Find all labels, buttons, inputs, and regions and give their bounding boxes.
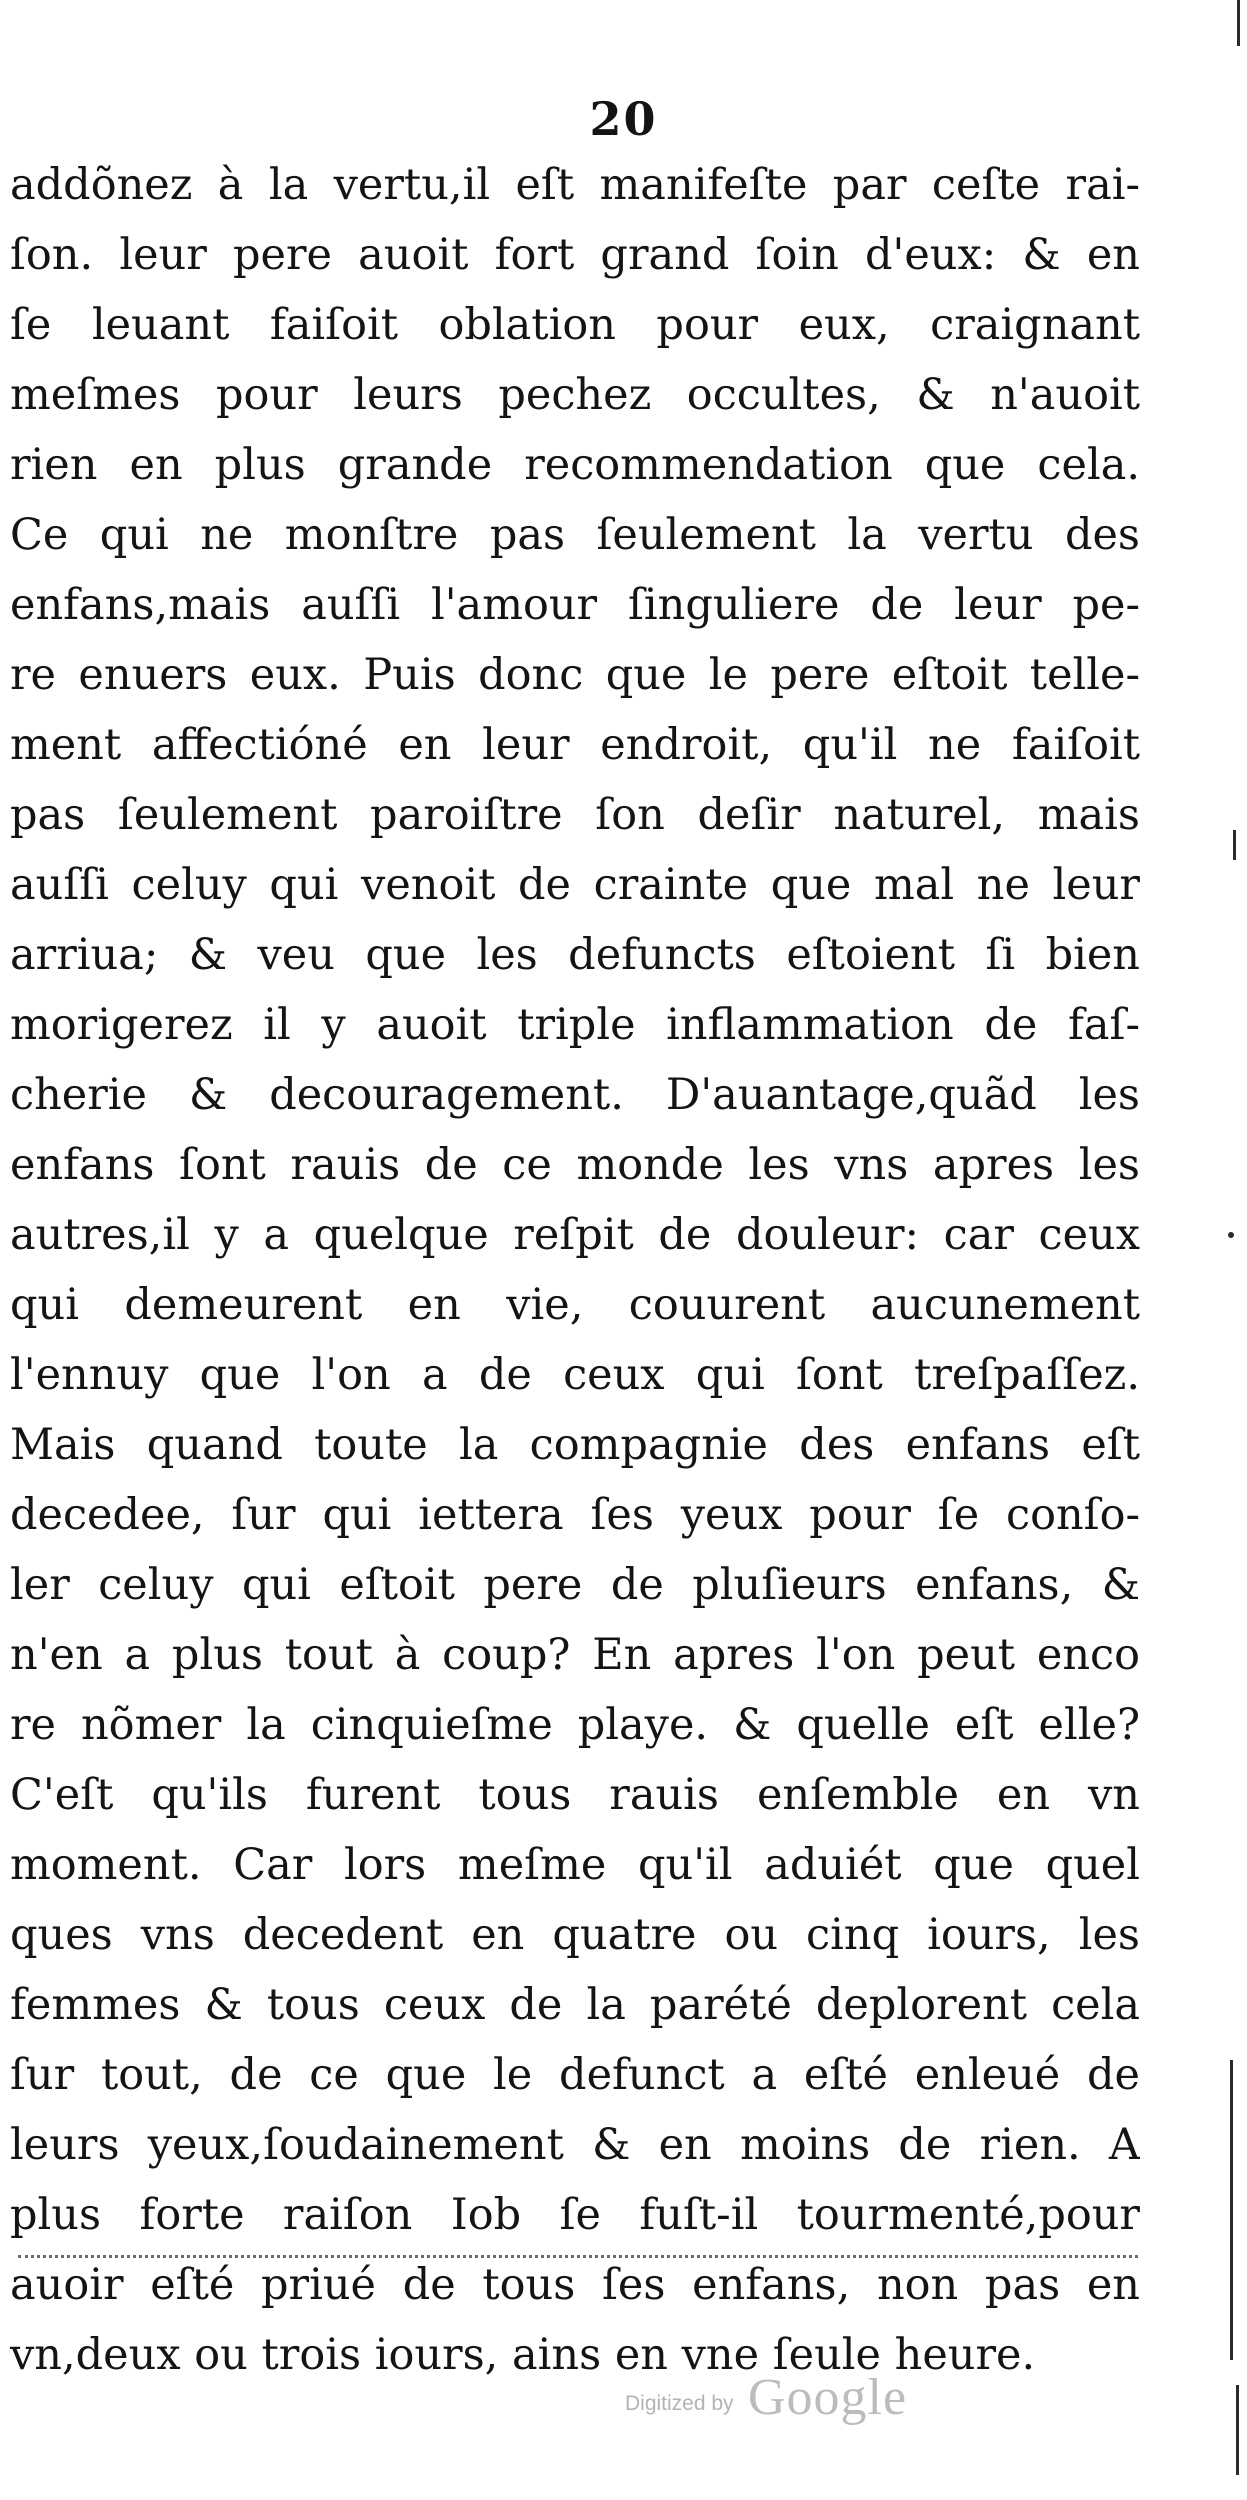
text-line: ment affectióné en leur endroit, qu'il ne faiſoit	[10, 720, 1140, 770]
text-line: re enuers eux. Puis donc que le pere eſtoit telle-	[10, 650, 1140, 700]
text-line: re nõmer la cinquieſme playe. & quelle eſt elle?	[10, 1700, 1140, 1750]
digitized-by-google-watermark	[625, 2370, 985, 2430]
text-line: morigerez il y auoit triple inflammation de faſ-	[10, 1000, 1140, 1050]
text-line: ſe leuant faiſoit oblation pour eux, craignant	[10, 300, 1140, 350]
text-line: n'en a plus tout à coup? En apres l'on peut enco	[10, 1630, 1140, 1680]
text-line: qui demeurent en vie, couurent aucunement	[10, 1280, 1140, 1330]
watermark-prefix: Digitized by	[625, 2392, 734, 2415]
text-line: enfans,mais auſſi l'amour ſinguliere de leur pe-	[10, 580, 1140, 630]
edge-mark	[1236, 2385, 1239, 2475]
text-line: addõnez à la vertu,il eſt manifeſte par ceſte rai-	[10, 160, 1140, 210]
text-line: vn,deux ou trois iours, ains en vne ſeule heure.	[10, 2330, 1036, 2380]
text-line: rien en plus grande recommendation que cela.	[10, 440, 1140, 490]
text-line: auſſi celuy qui venoit de crainte que mal ne leur	[10, 860, 1140, 910]
page-number: 20	[589, 92, 658, 146]
text-line: autres,il y a quelque reſpit de douleur: car ceux	[10, 1210, 1140, 1260]
text-line: l'ennuy que l'on a de ceux qui ſont treſpaſſez.	[10, 1350, 1140, 1400]
text-line: pas ſeulement paroiſtre ſon deſir naturel, mais	[10, 790, 1140, 840]
text-line: meſmes pour leurs pechez occultes, & n'auoit	[10, 370, 1140, 420]
edge-mark	[1228, 1232, 1234, 1238]
text-line: C'eſt qu'ils furent tous rauis enſemble en vn	[10, 1770, 1140, 1820]
dotted-rule	[18, 2255, 1138, 2258]
edge-mark	[1230, 2060, 1233, 2360]
text-line: decedee, ſur qui iettera ſes yeux pour ſe conſo-	[10, 1490, 1140, 1540]
text-line: ſon. leur pere auoit fort grand ſoin d'eux: & en	[10, 230, 1140, 280]
text-line: ler celuy qui eſtoit pere de pluſieurs enfans, &	[10, 1560, 1140, 1610]
text-line: cherie & decouragement. D'auantage,quãd les	[10, 1070, 1140, 1120]
edge-mark	[1233, 830, 1236, 860]
text-line: auoir eſté priué de tous ſes enfans, non pas en	[10, 2260, 1140, 2310]
body-text	[10, 150, 1140, 2390]
text-line: arriua; & veu que les defuncts eſtoient ſi bien	[10, 930, 1140, 980]
text-line: enfans ſont rauis de ce monde les vns apres les	[10, 1140, 1140, 1190]
text-line: ques vns decedent en quatre ou cinq iours, les	[10, 1910, 1140, 1960]
text-line: plus forte raiſon Iob ſe fuſt-il tourmenté,pour	[10, 2190, 1140, 2240]
google-logo: Google	[748, 2369, 908, 2426]
text-line: moment. Car lors meſme qu'il aduiét que quel	[10, 1840, 1140, 1890]
text-line: Mais quand toute la compagnie des enfans eſt	[10, 1420, 1140, 1470]
text-line: ſur tout, de ce que le defunct a eſté enleué de	[10, 2050, 1140, 2100]
text-line: leurs yeux,ſoudainement & en moins de rien. A	[10, 2120, 1140, 2170]
edge-mark	[1237, 0, 1240, 46]
text-line: femmes & tous ceux de la parété deplorent cela	[10, 1980, 1140, 2030]
text-line: Ce qui ne monſtre pas ſeulement la vertu des	[10, 510, 1140, 560]
